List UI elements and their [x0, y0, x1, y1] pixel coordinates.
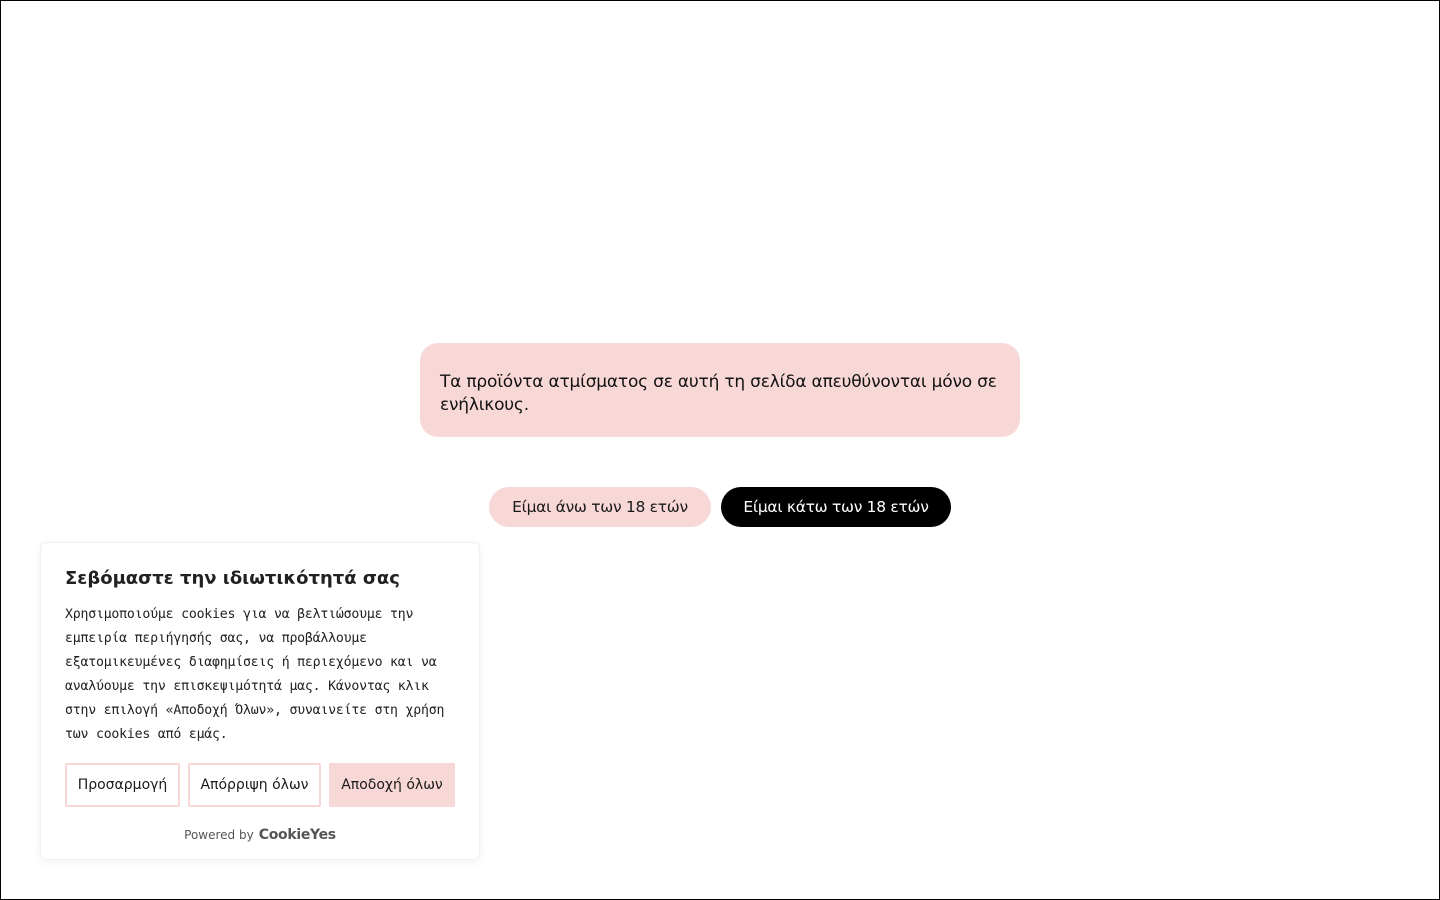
powered-by-label: Powered by: [184, 828, 254, 842]
cookie-actions: [65, 763, 455, 807]
over-18-button[interactable]: Είμαι άνω των 18 ετών: [489, 487, 711, 527]
accept-all-button[interactable]: Αποδοχή όλων: [329, 763, 455, 807]
cookie-description: Χρησιμοποιούμε cookies για να βελτιώσουμε την εμπειρία περιήγησής σας, να προβάλλουμε εξατομικευμένες διαφημίσεις ή περιεχόμενο και να αναλύουμε την επισκεψιμότητά μας. Κάνοντας κλικ στην επιλογή «Αποδοχή Όλων», συναινείτε στη χρήση των cookies από εμάς.: [65, 607, 445, 742]
reject-all-button[interactable]: Απόρριψη όλων: [188, 763, 321, 807]
cookieyes-logo[interactable]: CookieYes: [258, 827, 336, 843]
powered-by: [41, 827, 479, 843]
under-18-button[interactable]: Είμαι κάτω των 18 ετών: [721, 487, 951, 527]
age-notice: Τα προϊόντα ατμίσματος σε αυτή τη σελίδα απευθύνονται μόνο σε ενήλικους.: [420, 343, 1020, 437]
cookie-title: Σεβόμαστε την ιδιωτικότητά σας: [65, 568, 400, 589]
cookie-consent-banner: [40, 542, 480, 860]
customize-button[interactable]: Προσαρμογή: [65, 763, 180, 807]
